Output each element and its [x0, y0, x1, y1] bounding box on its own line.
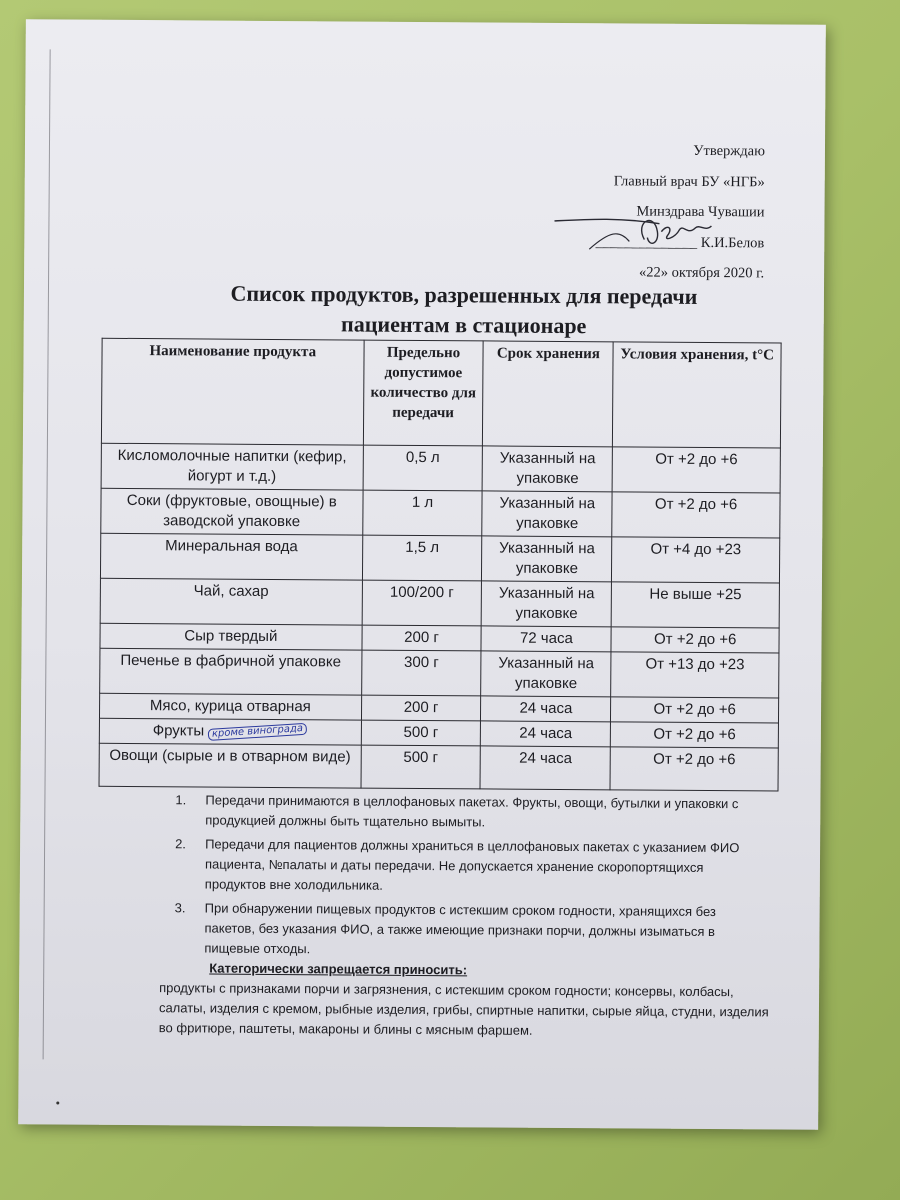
- cell-product: Сыр твердый: [100, 623, 362, 650]
- table-row: [100, 533, 779, 583]
- signature-icon: [549, 201, 719, 262]
- table-row: [100, 648, 779, 698]
- margin-line: [43, 49, 51, 1059]
- cell-product: Кисломолочные напитки (кефир, йогурт и т.д.): [101, 443, 363, 490]
- note-number: 3.: [174, 900, 186, 916]
- document-title: [144, 278, 784, 342]
- header-term: Срок хранения: [483, 341, 614, 447]
- cell-product: Соки (фруктовые, овощные) в заводской упаковке: [101, 488, 363, 535]
- title-line-2: пациентам в стационаре: [341, 311, 587, 339]
- header-conditions: Условия хранения, t°C: [613, 342, 781, 448]
- note-item: [165, 834, 765, 898]
- approve-label: Утверждаю: [693, 142, 766, 160]
- cell-conditions: От +2 до +6: [611, 627, 779, 653]
- note-number: 1.: [175, 792, 187, 808]
- cell-quantity: 200 г: [362, 625, 482, 651]
- approval-date: «22» октября 2020 г.: [639, 264, 765, 282]
- ban-text: продукты с признаками порчи и загрязнения, с истекшим сроком годности; консервы, колбасы, салаты, изделия с кремом, рыбные изделия, грибы, спиртные напитки, сырые яйца, студни, изделия во фритюре, паштеты, макароны и блины с мясным фаршем.: [158, 980, 769, 1038]
- cell-product: Овощи (сырые и в отварном виде): [99, 743, 361, 788]
- cell-quantity: 100/200 г: [362, 580, 482, 626]
- ban-title: Категорически запрещается приносить:: [209, 960, 468, 978]
- header-product: Наименование продукта: [101, 338, 363, 445]
- table-row: [99, 743, 778, 791]
- approver-ministry: Минздрава Чувашии: [636, 203, 765, 221]
- table-row: [101, 443, 780, 493]
- cell-term: Указанный на упаковке: [481, 651, 611, 697]
- note-text: Передачи для пациентов должны храниться в целлофановых пакетах с указанием ФИО пациента, №палаты и даты передачи. Не допускается хранение скоропортящихся продуктов вне холодильника.: [204, 836, 740, 893]
- table-row: [100, 578, 779, 628]
- cell-term: Указанный на упаковке: [482, 491, 612, 537]
- note-number: 2.: [175, 836, 187, 852]
- cell-product: [99, 718, 361, 745]
- approver-position: Главный врач БУ «НГБ»: [613, 172, 765, 190]
- cell-term: Указанный на упаковке: [482, 536, 612, 582]
- cell-conditions: От +4 до +23: [612, 537, 780, 583]
- cell-conditions: От +2 до +6: [612, 492, 780, 538]
- cell-term: 24 часа: [480, 746, 610, 790]
- handwritten-note: кроме винограда: [208, 723, 308, 741]
- note-item: [164, 898, 764, 962]
- cell-conditions: От +2 до +6: [611, 697, 779, 723]
- header-quantity: Предельно допустимое количество для передачи: [363, 340, 484, 446]
- cell-quantity: 500 г: [361, 720, 481, 746]
- cell-product: Печенье в фабричной упаковке: [100, 648, 362, 695]
- note-text: При обнаружении пищевых продуктов с истекшим сроком годности, хранящихся без пакетов, без указания ФИО, а также имеющие признаки порчи, должны изыматься в пищевые отходы.: [204, 900, 716, 957]
- cell-conditions: От +2 до +6: [611, 722, 779, 748]
- cell-term: Указанный на упаковке: [482, 581, 612, 627]
- cell-term: 24 часа: [481, 696, 611, 722]
- approver-name: ______________ К.И.Белов: [595, 233, 765, 251]
- table-header-row: [101, 338, 781, 448]
- cell-conditions: От +13 до +23: [611, 652, 779, 698]
- cell-term: Указанный на упаковке: [483, 446, 613, 492]
- cell-conditions: От +2 до +6: [610, 747, 778, 791]
- note-item: [165, 790, 765, 834]
- paper-speck: [56, 1101, 59, 1104]
- cell-quantity: 0,5 л: [363, 445, 483, 491]
- products-table: [99, 338, 782, 792]
- cell-product: Минеральная вода: [100, 533, 362, 580]
- cell-quantity: 200 г: [361, 695, 481, 721]
- note-text: Передачи принимаются в целлофановых пакетах. Фрукты, овощи, бутылки и упаковки с продукцией должны быть тщательно вымыты.: [205, 792, 739, 830]
- cell-product: Чай, сахар: [100, 578, 362, 625]
- cell-quantity: 1 л: [362, 490, 482, 536]
- cell-conditions: Не выше +25: [611, 582, 779, 628]
- title-line-1: Список продуктов, разрешенных для передачи: [230, 280, 698, 309]
- cell-product-text: Фрукты: [152, 722, 205, 740]
- cell-conditions: От +2 до +6: [612, 447, 780, 493]
- cell-quantity: 1,5 л: [362, 535, 482, 581]
- cell-quantity: 500 г: [361, 745, 481, 789]
- cell-term: 72 часа: [481, 626, 611, 652]
- document-sheet: [18, 19, 826, 1130]
- notes-list: [164, 790, 765, 966]
- cell-term: 24 часа: [481, 721, 611, 747]
- cell-quantity: 300 г: [361, 650, 481, 696]
- table-row: [101, 488, 780, 538]
- cell-product: Мясо, курица отварная: [99, 693, 361, 720]
- approver-name-text: К.И.Белов: [700, 234, 765, 251]
